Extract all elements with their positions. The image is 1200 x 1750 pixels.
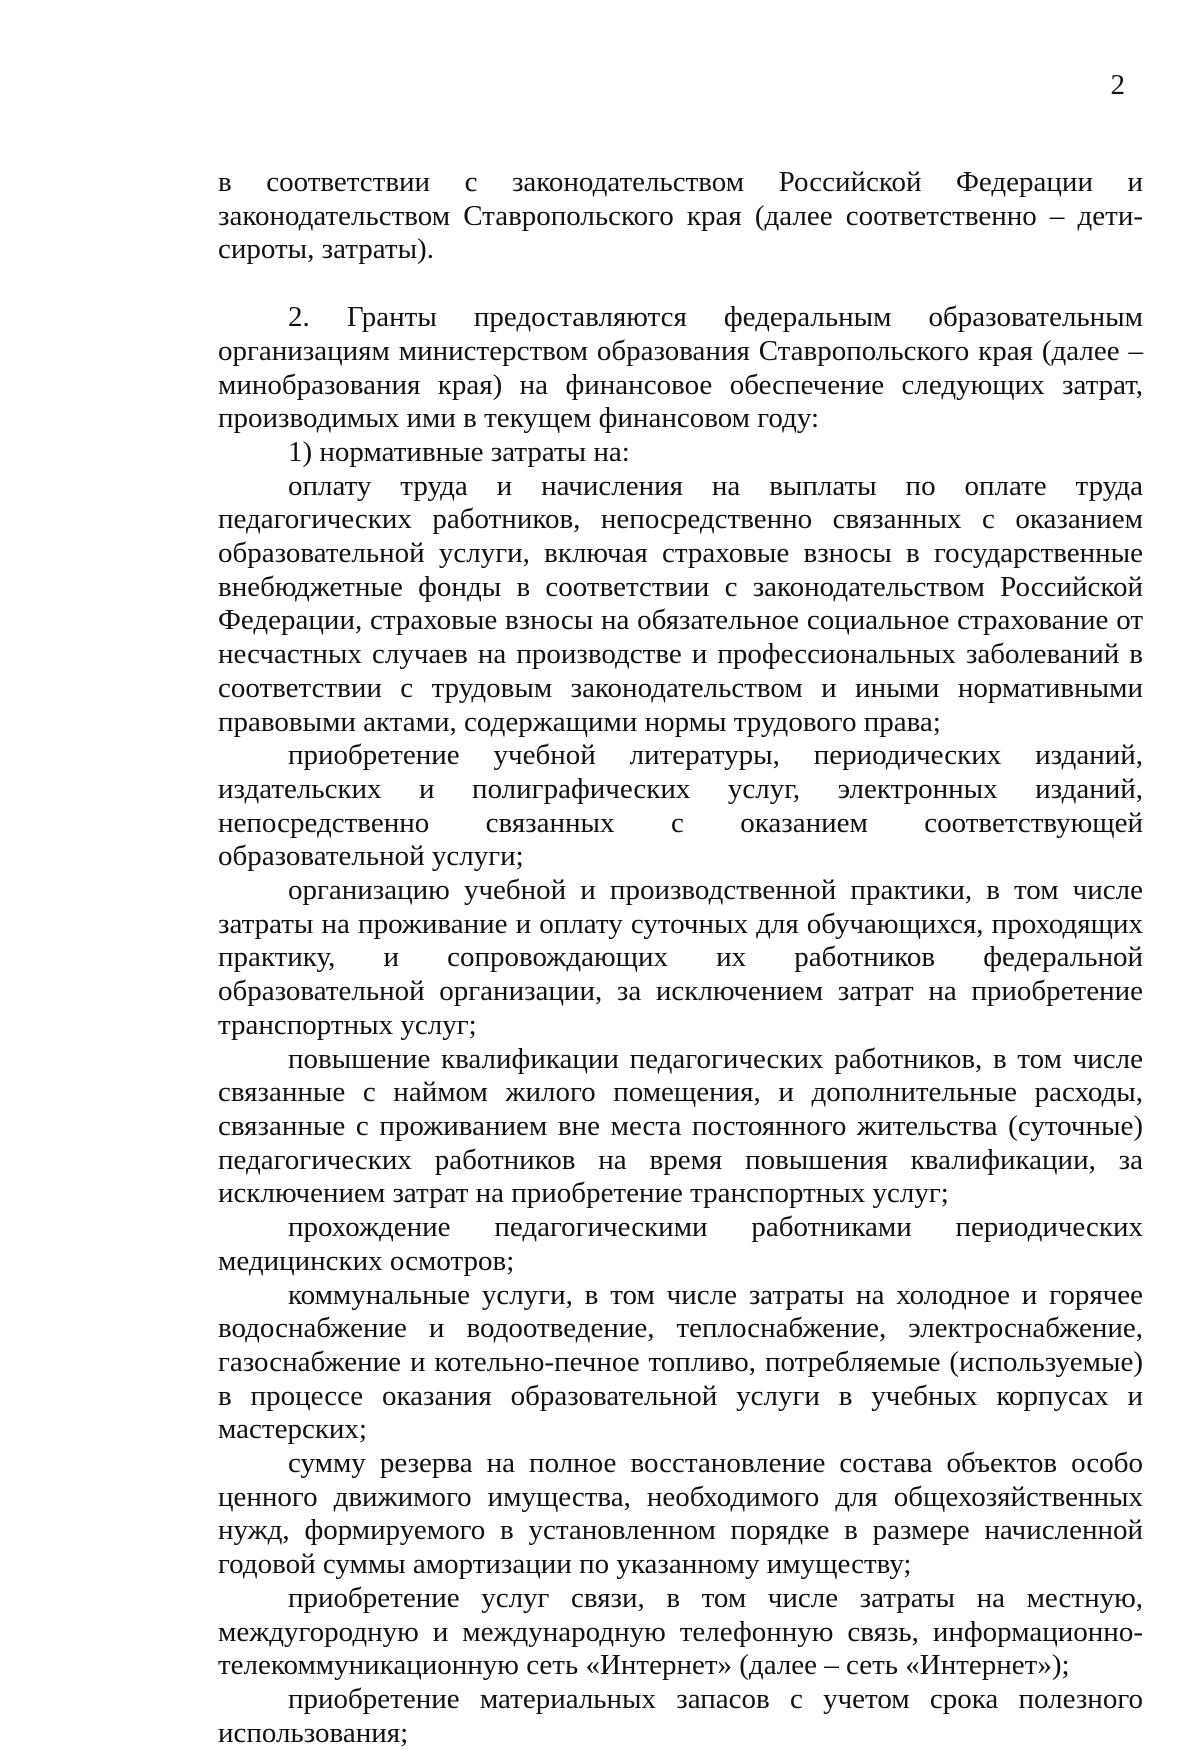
paragraph-utilities: коммунальные услуги, в том числе затраты на холодное и горячее водоснабжение и водоотведение, теплоснабжение, электроснабжение, газоснабжение и котельно-печное топливо, потребляемые (используемые) в процессе оказания образовательной услуги в учебных корпусах и мастерских;: [218, 1278, 1143, 1446]
paragraph-literature: приобретение учебной литературы, периодических изданий, издательских и полиграфических услуг, электронных изданий, непосредственно связанных с оказанием соответствующей образовательной услуги;: [218, 739, 1143, 873]
paragraph-reserve: сумму резерва на полное восстановление состава объектов особо ценного движимого имущества, необходимого для общехозяйственных нужд, формируемого в установленном порядке в размере начисленной годовой суммы амортизации по указанному имуществу;: [218, 1447, 1143, 1581]
paragraph-continuation: в соответствии с законодательством Российской Федерации и законодательством Ставропольского края (далее соответственно – дети-сироты, затраты).: [218, 166, 1143, 266]
document-body: [218, 166, 1143, 1750]
paragraph-subclause-1: 1) нормативные затраты на:: [288, 435, 630, 468]
paragraph-medical: прохождение педагогическими работниками периодических медицинских осмотров;: [218, 1211, 1143, 1277]
page-number: 2: [1110, 69, 1125, 101]
paragraph-qualification: повышение квалификации педагогических работников, в том числе связанные с наймом жилого помещения, и дополнительные расходы, связанные с проживанием вне места постоянного жительства (суточные) педагогических работников на время повышения квалификации, за исключением затрат на приобретение транспортных услуг;: [218, 1042, 1143, 1210]
paragraph-labor-costs: оплату труда и начисления на выплаты по оплате труда педагогических работников, непосредственно связанных с оказанием образовательной услуги, включая страховые взносы в государственные внебюджетные фонды в соответствии с законодательством Российской Федерации, страховые взносы на обязательное социальное страхование от несчастных случаев на производстве и профессиональных заболеваний в соответствии с трудовым законодательством и иными нормативными правовыми актами, содержащими нормы трудового права;: [218, 469, 1143, 738]
paragraph-clause-2: 2. Гранты предоставляются федеральным образовательным организациям министерством образования Ставропольского края (далее – минобразования края) на финансовое обеспечение следующих затрат, производимых ими в текущем финансовом году:: [218, 301, 1143, 435]
paragraph-practice: организацию учебной и производственной практики, в том числе затраты на проживание и оплату суточных для обучающихся, проходящих практику, и сопровождающих их работников федеральной образовательной организации, за исключением затрат на приобретение транспортных услуг;: [218, 874, 1143, 1041]
paragraph-materials: приобретение материальных запасов с учетом срока полезного использования;: [218, 1682, 1143, 1749]
paragraph-communications: приобретение услуг связи, в том числе затраты на местную, междугородную и международную телефонную связь, информационно-телекоммуникационную сеть «Интернет» (далее – сеть «Интернет»);: [218, 1581, 1143, 1682]
